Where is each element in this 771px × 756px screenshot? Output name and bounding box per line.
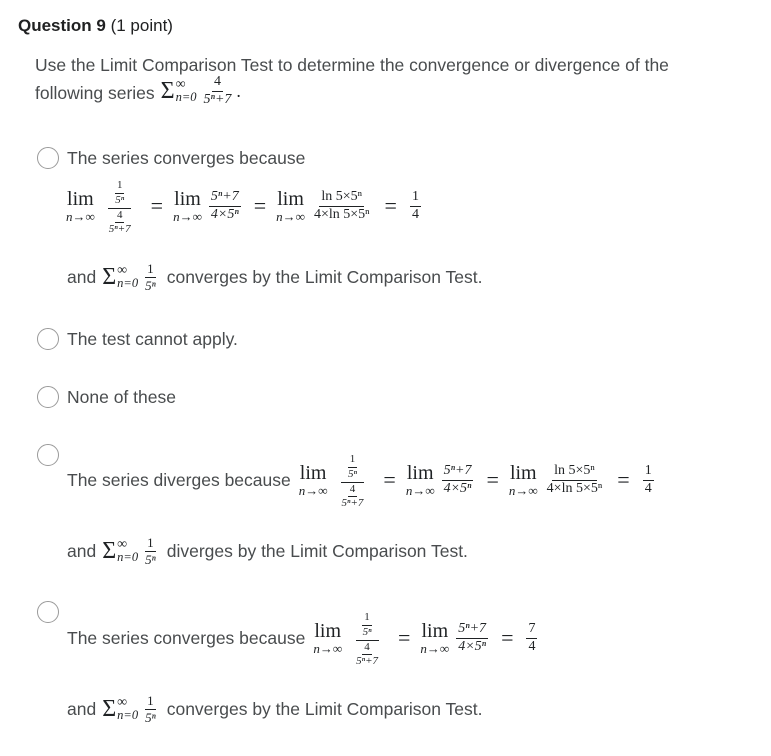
prompt-line-2: following series Σ ∞ n=0 $\frac{4}{\text{5ⁿ+7}}$ . xyxy=(35,74,241,107)
option-5-radio[interactable] xyxy=(37,601,59,623)
option-5-row xyxy=(67,596,540,680)
option-4-radio[interactable] xyxy=(37,444,59,466)
option-5-conclusion: and Σ ∞ n=0 $\frac{1}{\text{5ⁿ}}$ converges by the Limit Comparison Test. xyxy=(67,693,483,725)
option-4-row xyxy=(67,438,657,522)
option-5-text: The series converges because xyxy=(67,627,306,648)
option-4-text: The series diverges because xyxy=(67,469,291,490)
option-1-conclusion: and Σ ∞ n=0 $\frac{1}{\text{5ⁿ}}$ converges by the Limit Comparison Test. xyxy=(67,261,483,293)
option-1-formula: lim n→∞ $\frac{\frac{1}{\text{5ⁿ}}}{\frac{4}{\text{5ⁿ+7}}}$ = lim n→∞ $\frac{\text{5ⁿ+7}}{\text{4×5ⁿ}}$ = lim n→∞ $\frac{\text{ln 5×5ⁿ}}{\text{4×ln 5×5ⁿ}}$ = $\frac{1}{4}$ xyxy=(66,179,419,236)
option-3-text: None of these xyxy=(67,387,176,407)
option-1-radio[interactable] xyxy=(37,147,59,169)
option-1-text: The series converges because xyxy=(67,148,306,168)
question-prompt xyxy=(35,52,750,107)
option-5-formula: lim n→∞ $\frac{\frac{1}{\text{5ⁿ}}}{\frac{4}{\text{5ⁿ+7}}}$ = lim n→∞ $\frac{\text{5ⁿ+7}}{\text{4×5ⁿ}}$ = $\frac{7}{4}$ xyxy=(313,611,536,668)
question-points: (1 point) xyxy=(110,16,173,35)
option-2-radio[interactable] xyxy=(37,328,59,350)
question-header xyxy=(18,16,173,36)
option-4-conclusion: and Σ ∞ n=0 $\frac{1}{\text{5ⁿ}}$ diverges by the Limit Comparison Test. xyxy=(67,535,468,567)
question-title: Question 9 xyxy=(18,16,106,35)
option-3-radio[interactable] xyxy=(37,386,59,408)
option-2-text: The test cannot apply. xyxy=(67,329,238,349)
option-4-formula: lim n→∞ $\frac{\frac{1}{\text{5ⁿ}}}{\frac{4}{\text{5ⁿ+7}}}$ = lim n→∞ $\frac{\text{5ⁿ+7}}{\text{4×5ⁿ}}$ = lim n→∞ $\frac{\text{ln 5×5ⁿ}}{\text{4×ln 5×5ⁿ}}$ = $\frac{1}{4}$ xyxy=(298,453,652,510)
prompt-line-1: Use the Limit Comparison Test to determine the convergence or divergence of the xyxy=(35,55,669,75)
prompt-series-formula: Σ ∞ n=0 $\frac{4}{\text{5ⁿ+7}}$ . xyxy=(160,74,241,107)
